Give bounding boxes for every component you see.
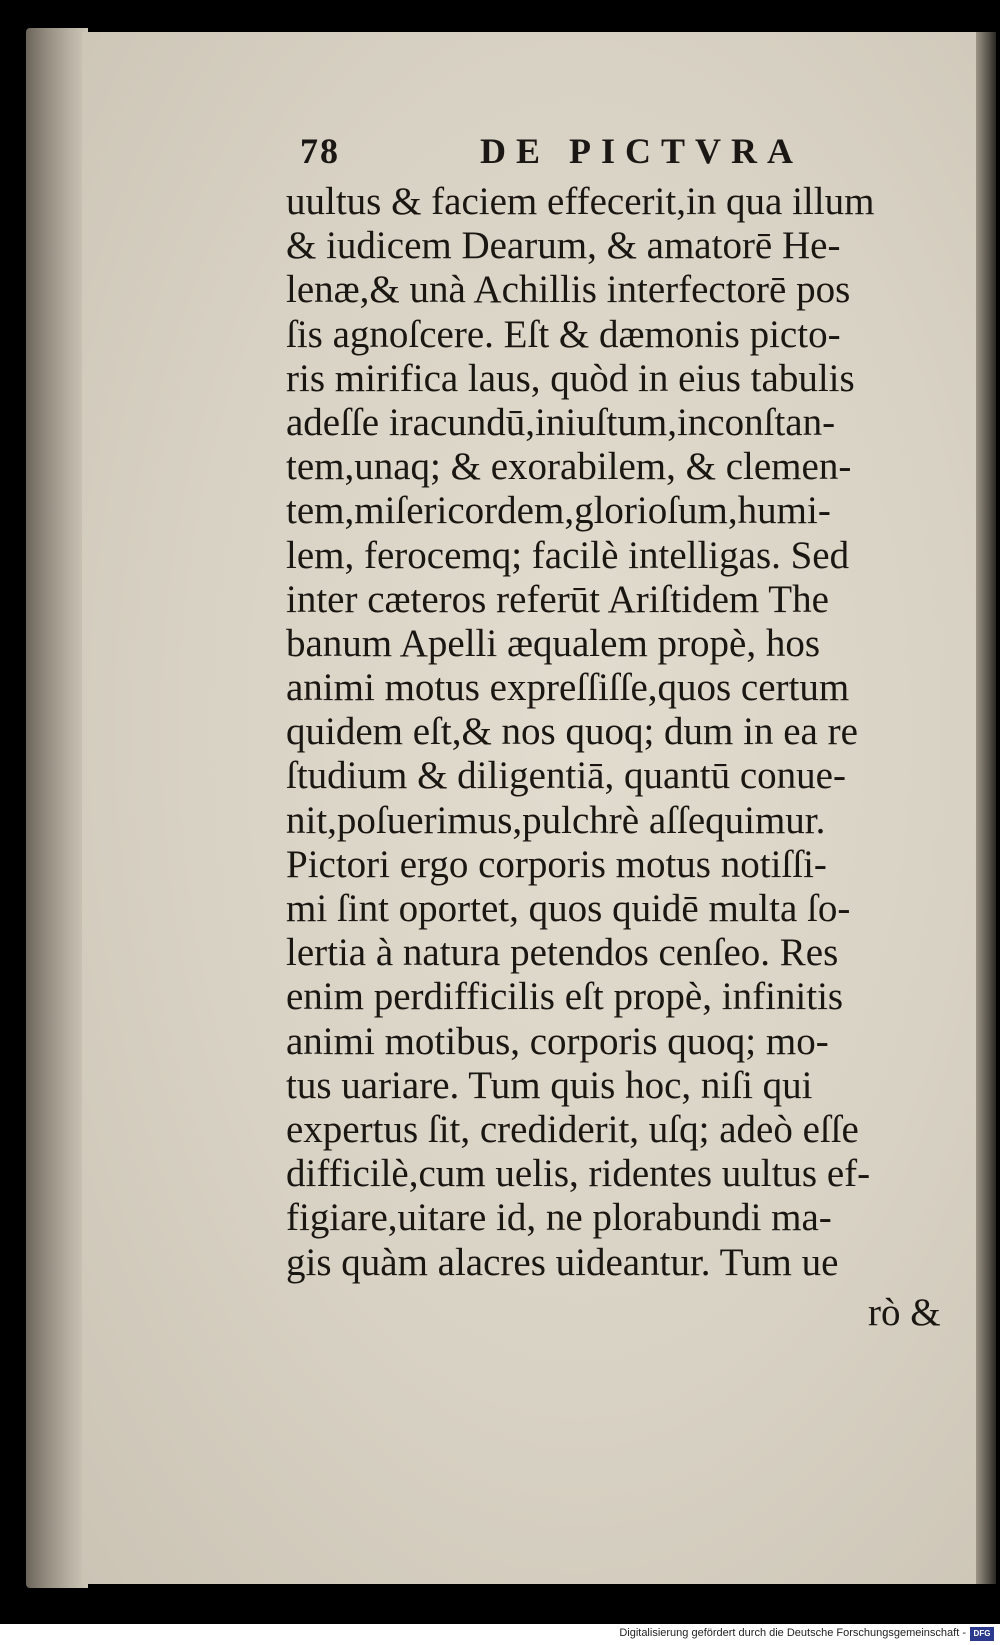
text-line: lem, ferocemq; facilè intelligas. Sed (286, 533, 850, 577)
text-line: animi motus expreſſiſſe,quos certum (286, 666, 850, 710)
text-line: ſis agnoſcere. Eſt & dæmonis picto- (286, 312, 841, 356)
text-line: tem,miſericordem,glorioſum,humi- (286, 489, 831, 533)
running-title: DE PICTVRA (480, 131, 804, 171)
text-line: enim perdifficilis eſt propè, infinitis (286, 975, 844, 1019)
text-line: nit,poſuerimus,pulchrè aſſequimur. (286, 798, 826, 842)
text-line: lenæ,& unà Achillis interfectorē pos (286, 268, 851, 312)
digitization-footer (0, 1624, 1000, 1645)
page-number: 78 (300, 131, 340, 171)
text-line: ſtudium & diligentiā, quantū conue- (286, 754, 846, 798)
text-line: figiare,uitare id, ne plorabundi ma- (286, 1196, 832, 1240)
catchword: rò & (868, 1291, 941, 1334)
text-line: mi ſint oportet, quos quidē multa ſo- (286, 887, 851, 930)
text-line: quidem eſt,& nos quoq; dum in ea re (286, 710, 858, 754)
dfg-logo: DFG (970, 1627, 994, 1641)
text-line: animi motibus, corporis quoq; mo- (286, 1019, 829, 1063)
text-line: & iudicem Dearum, & amatorē He- (286, 224, 841, 268)
text-line: banum Apelli æqualem propè, hos (286, 621, 821, 665)
text-line: expertus ſit, crediderit, uſq; adeò eſſe (286, 1107, 859, 1151)
text-line: adeſſe iracundū,iniuſtum,inconſtan- (286, 400, 836, 444)
body-text (286, 180, 981, 1285)
text-line: Pictori ergo corporis motus notiſſi- (286, 842, 827, 886)
text-line: tus uariare. Tum quis hoc, niſi qui (286, 1063, 813, 1107)
text-line: inter cæteros referūt Ariſtidem The (286, 577, 829, 621)
text-line: tem,unaq; & exorabilem, & clemen- (286, 445, 852, 489)
text-line: lertia à natura petendos cenſeo. Res (286, 931, 839, 975)
text-line: gis quàm alacres uideantur. Tum ue (286, 1240, 839, 1284)
page-edge-stack (26, 28, 88, 1588)
page-header (300, 130, 860, 180)
text-line: ris mirifica laus, quòd in eius tabulis (286, 356, 855, 400)
text-line: uultus & faciem effecerit,in qua illum (286, 180, 875, 223)
text-line: difficilè,cum uelis, ridentes uultus ef- (286, 1152, 871, 1196)
funding-credit: Digitalisierung gefördert durch die Deutsche Forschungsgemeinschaft - (619, 1627, 966, 1639)
